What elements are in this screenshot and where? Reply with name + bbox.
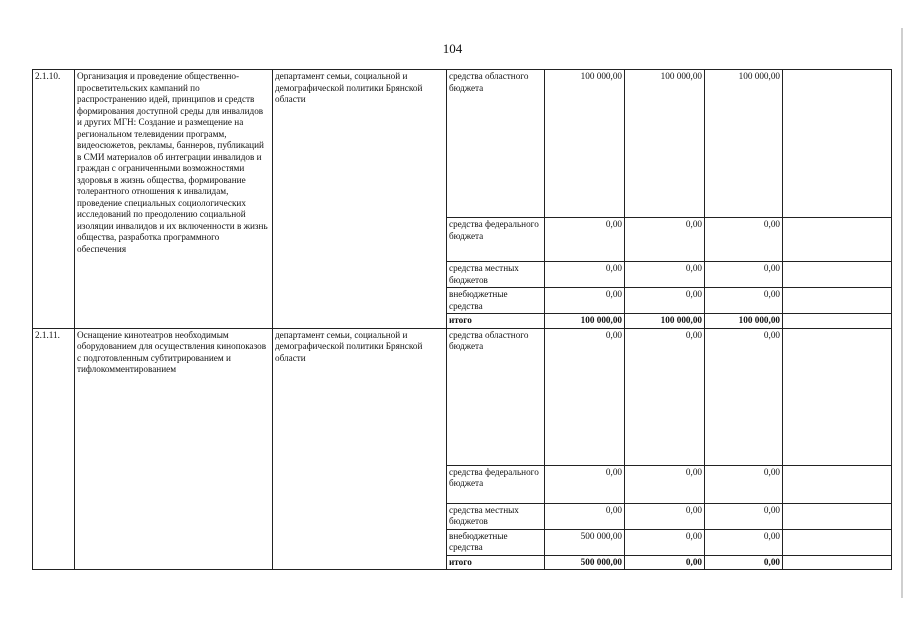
value-cell: 100 000,00 <box>705 70 783 218</box>
source-label: средства федерального бюджета <box>447 465 545 503</box>
value-cell: 0,00 <box>545 328 625 465</box>
total-value-cell: 0,00 <box>705 555 783 570</box>
value-cell: 0,00 <box>625 503 705 529</box>
total-value-cell: 500 000,00 <box>545 555 625 570</box>
value-cell: 0,00 <box>545 503 625 529</box>
empty-cell <box>783 328 892 465</box>
value-cell: 0,00 <box>705 218 783 262</box>
source-label: средства местных бюджетов <box>447 503 545 529</box>
value-cell: 0,00 <box>545 262 625 288</box>
page-edge-shadow <box>901 28 903 598</box>
empty-cell <box>783 503 892 529</box>
value-cell: 0,00 <box>705 262 783 288</box>
value-cell: 0,00 <box>705 288 783 314</box>
row-executor: департамент семьи, социальной и демографической политики Брянской области <box>273 328 447 570</box>
value-cell: 100 000,00 <box>625 70 705 218</box>
value-cell: 0,00 <box>705 328 783 465</box>
source-label: средства областного бюджета <box>447 328 545 465</box>
empty-cell <box>783 262 892 288</box>
value-cell: 0,00 <box>625 328 705 465</box>
empty-cell <box>783 314 892 329</box>
value-cell: 0,00 <box>625 218 705 262</box>
value-cell: 0,00 <box>545 218 625 262</box>
value-cell: 500 000,00 <box>545 529 625 555</box>
source-label: внебюджетные средства <box>447 288 545 314</box>
row-description: Организация и проведение общественно-просветительских кампаний по распространению идей, принципов и средств формирования доступной среды для инвалидов и других МГН: Создание и размещение на региональном телевидении программ, видеосюжетов, рекламы, баннеров, публикаций в СМИ материалов об интеграции инвалидов и граждан с ограниченными возможностями здоровья в жизнь общества, формирование толерантного отношения к инвалидам, проведение специальных социологических исследований по преодолению социальной изоляции инвалидов и их включенности в жизнь общества, разработка программного обеспечения <box>75 70 273 329</box>
source-label: средства местных бюджетов <box>447 262 545 288</box>
source-label-total: итого <box>447 555 545 570</box>
value-cell: 0,00 <box>545 288 625 314</box>
total-value-cell: 100 000,00 <box>545 314 625 329</box>
value-cell: 100 000,00 <box>545 70 625 218</box>
source-label: внебюджетные средства <box>447 529 545 555</box>
value-cell: 0,00 <box>705 529 783 555</box>
source-label: средства федерального бюджета <box>447 218 545 262</box>
value-cell: 0,00 <box>625 529 705 555</box>
value-cell: 0,00 <box>625 465 705 503</box>
budget-table <box>32 69 892 570</box>
total-value-cell: 100 000,00 <box>625 314 705 329</box>
value-cell: 0,00 <box>625 288 705 314</box>
row-id: 2.1.10. <box>33 70 75 329</box>
value-cell: 0,00 <box>625 262 705 288</box>
empty-cell <box>783 465 892 503</box>
total-value-cell: 0,00 <box>625 555 705 570</box>
empty-cell <box>783 529 892 555</box>
source-label-total: итого <box>447 314 545 329</box>
value-cell: 0,00 <box>545 465 625 503</box>
source-label: средства областного бюджета <box>447 70 545 218</box>
row-id: 2.1.11. <box>33 328 75 570</box>
table-row <box>33 70 892 218</box>
value-cell: 0,00 <box>705 503 783 529</box>
total-value-cell: 100 000,00 <box>705 314 783 329</box>
row-description: Оснащение кинотеатров необходимым оборудованием для осуществления кинопоказов с подготовленным субтитрированием и тифлокомментированием <box>75 328 273 570</box>
page-number: 104 <box>442 41 463 56</box>
empty-cell <box>783 555 892 570</box>
empty-cell <box>783 218 892 262</box>
row-executor: департамент семьи, социальной и демографической политики Брянской области <box>273 70 447 329</box>
value-cell: 0,00 <box>705 465 783 503</box>
table-row <box>33 328 892 465</box>
empty-cell <box>783 70 892 218</box>
empty-cell <box>783 288 892 314</box>
